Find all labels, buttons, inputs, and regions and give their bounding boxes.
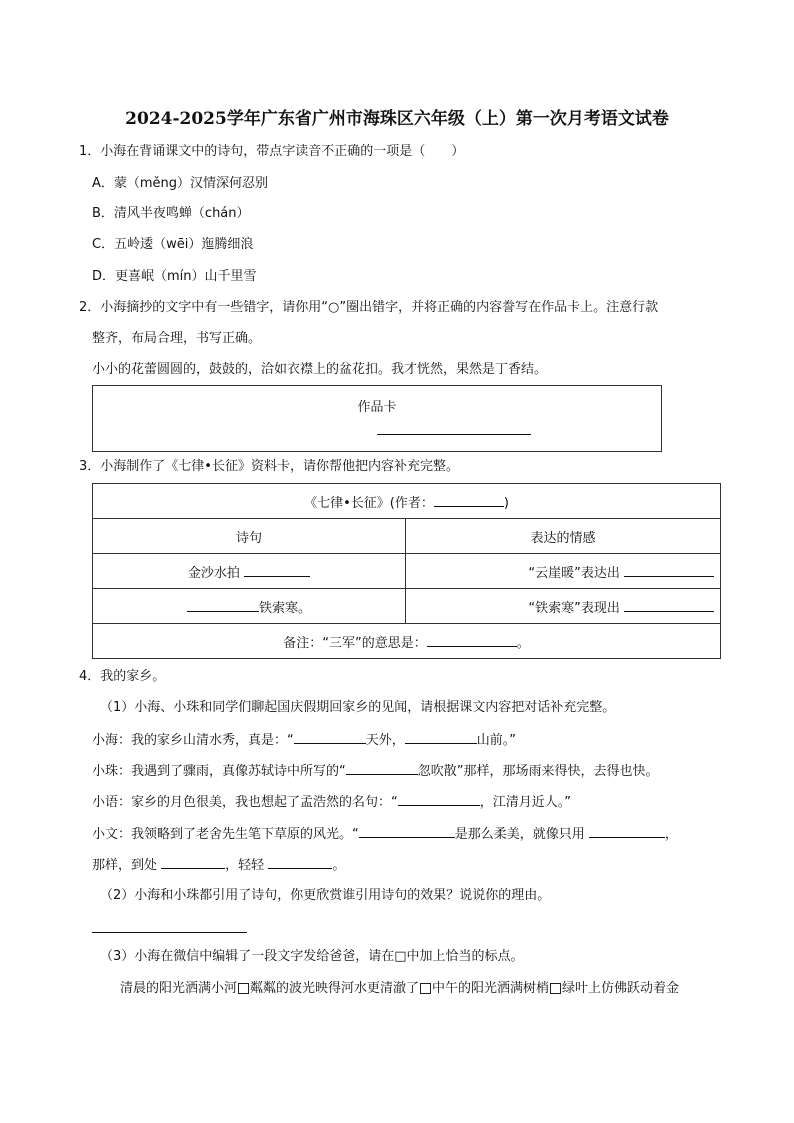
dialog-xiaowen2-text-c: 。 xyxy=(332,858,346,873)
dialog-xiaowen-text-b: 是那么柔美，就像只用 xyxy=(454,827,585,842)
dialog-xiaohai xyxy=(92,731,516,750)
emotion-1-blank[interactable] xyxy=(624,564,714,577)
dialog-xiaowen2-text-a: 那样，到处 xyxy=(92,858,158,873)
xiaoyu-blank[interactable] xyxy=(398,793,480,806)
q4-sub1: （1）小海、小珠和同学们聊起国庆假期回家乡的见闻，请根据课文内容把对话补充完整。 xyxy=(100,700,616,715)
punctuation-passage xyxy=(120,980,679,998)
dialog-xiaohai-text-c: 山前。” xyxy=(476,733,517,748)
table-note-cell xyxy=(93,624,721,659)
dialog-xiaowen-continued xyxy=(92,856,345,875)
punctuation-box-2[interactable] xyxy=(420,983,431,994)
q1-option-d: D．更喜岷（mín）山千里雪 xyxy=(92,269,257,284)
table-row-1-emotion xyxy=(406,554,721,589)
q1-stem: 1．小海在背诵课文中的诗句，带点字读音不正确的一项是（ ） xyxy=(79,144,465,159)
passage-part-b: 粼粼的波光映得河水更清澈了 xyxy=(250,981,420,996)
dialog-xiaozhu-text-b: 忽吹散”那样，那场雨来得快，去得也快。 xyxy=(417,764,659,779)
poem-info-table xyxy=(92,483,721,659)
table-header-cell xyxy=(93,484,721,519)
xiaowen-blank-4[interactable] xyxy=(268,856,332,869)
dialog-xiaoyu-text-a: 小语：家乡的月色很美，我也想起了孟浩然的名句：“ xyxy=(92,795,398,810)
emotion-2-blank[interactable] xyxy=(624,599,714,612)
dialog-xiaowen2-text-b: ，轻轻 xyxy=(225,858,265,873)
table-header-suffix: ) xyxy=(503,495,509,511)
xiaowen-blank-2[interactable] xyxy=(589,825,665,838)
xiaozhu-blank[interactable] xyxy=(346,762,418,775)
q4-sub2: （2）小海和小珠都引用了诗句，你更欣赏谁引用诗句的效果？说说你的理由。 xyxy=(100,888,551,903)
xiaohai-blank-1[interactable] xyxy=(294,731,366,744)
work-card-box[interactable] xyxy=(92,385,662,452)
xiaowen-blank-1[interactable] xyxy=(359,825,455,838)
dialog-xiaoyu-text-b: ，江清月近人。” xyxy=(479,795,571,810)
dialog-xiaoyu xyxy=(92,793,571,812)
column-header-verse: 诗句 xyxy=(93,519,406,554)
exam-title: 2024-2025学年广东省广州市海珠区六年级（上）第一次月考语文试卷 xyxy=(125,109,669,129)
dialog-xiaohai-text-b: 天外， xyxy=(365,733,405,748)
note-prefix: 备注：“三军”的意思是： xyxy=(283,635,427,651)
passage-part-c: 中午的阳光洒满树梢 xyxy=(432,981,550,996)
table-row-2-verse xyxy=(93,589,406,624)
table-row-2-emotion xyxy=(406,589,721,624)
column-header-emotion: 表达的情感 xyxy=(406,519,721,554)
emotion-1-text: “云崖暖”表达出 xyxy=(528,565,620,581)
author-blank[interactable] xyxy=(434,494,504,507)
passage-part-d: 绿叶上仿佛跃动着金 xyxy=(562,981,680,996)
work-card-title: 作品卡 xyxy=(357,400,397,415)
xiaohai-blank-2[interactable] xyxy=(405,731,477,744)
dialog-xiaowen-text-c: ， xyxy=(664,827,678,842)
punctuation-box-3[interactable] xyxy=(550,983,561,994)
q1-option-a: A．蒙（měng）汉情深何忍别 xyxy=(92,176,269,191)
q1-option-c: C．五岭逶（wēi）迤腾细浪 xyxy=(92,237,254,252)
dialog-xiaozhu-text-a: 小珠：我遇到了骤雨，真像苏轼诗中所写的“ xyxy=(92,764,346,779)
work-card-answer-line[interactable] xyxy=(377,434,531,435)
passage-part-a: 清晨的阳光洒满小河 xyxy=(120,981,238,996)
q3-stem: 3．小海制作了《七律•长征》资料卡，请你帮他把内容补充完整。 xyxy=(79,459,459,474)
verse-2-text: 铁索寒。 xyxy=(258,600,311,616)
q4-sub2-answer-line[interactable] xyxy=(92,932,247,933)
verse-1-text: 金沙水拍 xyxy=(187,565,240,581)
punctuation-box-1[interactable] xyxy=(238,983,249,994)
verse-1-blank[interactable] xyxy=(244,564,310,577)
dialog-xiaohai-text-a: 小海：我的家乡山清水秀，真是：“ xyxy=(92,733,294,748)
dialog-xiaozhu xyxy=(92,762,659,781)
q4-stem: 4．我的家乡。 xyxy=(79,669,166,684)
verse-2-blank[interactable] xyxy=(187,599,259,612)
q2-stem: 2．小海摘抄的文字中有一些错字，请你用“○”圈出错字，并将正确的内容誊写在作品卡上。注意行款 xyxy=(79,300,659,315)
table-row-1-verse xyxy=(93,554,406,589)
note-blank[interactable] xyxy=(427,634,517,647)
note-suffix: 。 xyxy=(516,635,530,651)
dialog-xiaowen-text-a: 小文：我领略到了老舍先生笔下草原的风光。“ xyxy=(92,827,359,842)
q2-passage: 小小的花蕾圆圆的，鼓鼓的，洽如衣襟上的盆花扣。我才恍然，果然是丁香结。 xyxy=(92,362,548,377)
dialog-xiaowen xyxy=(92,825,678,844)
q2-stem-continued: 整齐，布局合理，书写正确。 xyxy=(92,331,262,346)
xiaowen-blank-3[interactable] xyxy=(161,856,225,869)
q4-sub3: （3）小海在微信中编辑了一段文字发给爸爸，请在□中加上恰当的标点。 xyxy=(100,949,524,964)
emotion-2-text: “铁索寒”表现出 xyxy=(528,600,620,616)
q1-option-b: B．清风半夜鸣蝉（chán） xyxy=(92,206,250,221)
table-header-prefix: 《七律•长征》(作者： xyxy=(304,495,434,511)
